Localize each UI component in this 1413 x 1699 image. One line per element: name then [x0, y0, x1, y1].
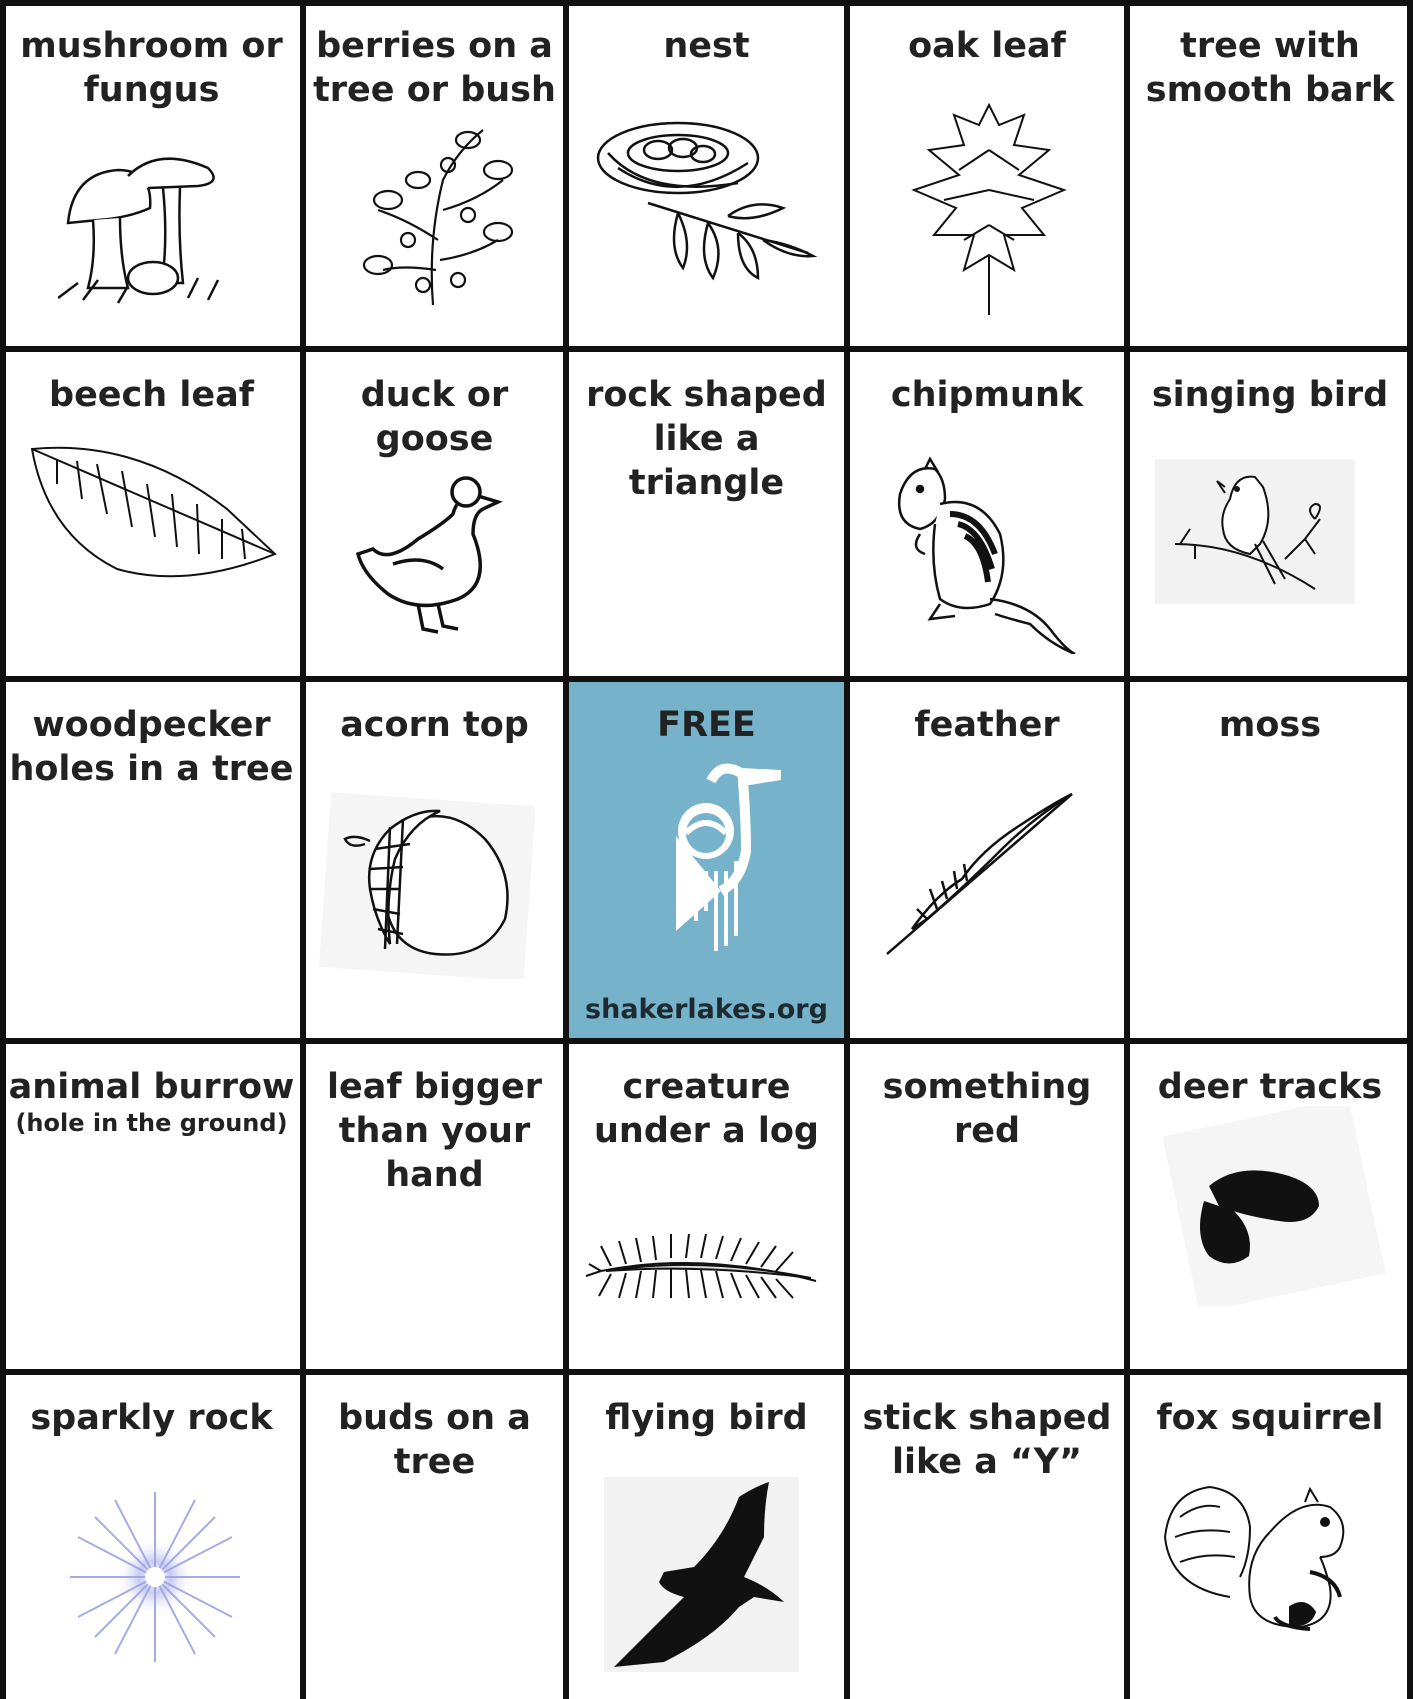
grid-line-horizontal	[0, 346, 1413, 352]
bingo-cell	[847, 1041, 1127, 1372]
bingo-cell	[847, 679, 1127, 1041]
cell-title-line: fox squirrel	[1156, 1398, 1384, 1438]
cell-title-line: moss	[1218, 705, 1322, 745]
cell-title-line: mushroom or	[20, 26, 283, 66]
heron-logo-icon	[651, 761, 781, 965]
centipede-icon	[581, 1226, 821, 1310]
cell-title	[303, 1396, 566, 1484]
cell-title-line: nest	[663, 26, 750, 66]
cell-title	[566, 373, 847, 505]
cell-title-line: beech leaf	[49, 375, 254, 415]
acorn-icon	[315, 789, 535, 983]
feather-icon	[882, 789, 1082, 963]
cell-title-line: woodpecker	[32, 705, 271, 745]
cell-title	[303, 703, 566, 747]
grid-line-horizontal	[0, 1369, 1413, 1375]
cell-title	[1127, 24, 1413, 112]
bingo-cell	[1127, 1041, 1413, 1372]
bingo-cell	[303, 1372, 566, 1699]
cell-title	[847, 1065, 1127, 1153]
bingo-cell	[566, 679, 847, 1041]
grid-line-horizontal	[0, 1038, 1413, 1044]
website-url: shakerlakes.org	[585, 994, 828, 1025]
cell-title-line: under a log	[594, 1111, 819, 1151]
cell-title	[1127, 1065, 1413, 1109]
cell-title-line: oak leaf	[908, 26, 1066, 66]
sparkle-icon	[70, 1492, 240, 1666]
cell-title-line: tree with	[1180, 26, 1360, 66]
cell-title	[303, 1065, 566, 1197]
cell-title-line: stick shaped	[862, 1398, 1112, 1438]
bingo-cell	[847, 349, 1127, 679]
bingo-cell	[847, 0, 1127, 349]
cell-title	[566, 703, 847, 747]
cell-title	[566, 1065, 847, 1153]
cell-title-line: animal burrow	[8, 1067, 295, 1107]
bingo-cell	[303, 679, 566, 1041]
cell-title-line: like a triangle	[628, 419, 785, 503]
cell-title	[0, 1396, 303, 1440]
cell-title	[847, 1396, 1127, 1484]
grid-line-vertical	[563, 0, 569, 1699]
cell-title-line: chipmunk	[890, 375, 1084, 415]
bingo-cell	[0, 349, 303, 679]
cell-title-line: than your	[338, 1111, 531, 1151]
cell-title	[847, 703, 1127, 747]
grid-line-horizontal	[0, 676, 1413, 682]
bingo-cell	[0, 1372, 303, 1699]
cell-title-line: fungus	[83, 70, 220, 110]
bingo-cell	[1127, 1372, 1413, 1699]
cell-title	[0, 1065, 303, 1137]
cell-title-line: flying bird	[605, 1398, 808, 1438]
cell-title-line: like a “Y”	[891, 1442, 1083, 1482]
cell-title	[566, 24, 847, 68]
singing-bird-icon	[1155, 459, 1355, 608]
cell-title-line: duck or goose	[360, 375, 509, 459]
bingo-cell	[1127, 679, 1413, 1041]
duck-icon	[348, 454, 508, 638]
grid-line-vertical	[1407, 0, 1413, 1699]
cell-title-line: creature	[622, 1067, 791, 1107]
beech-leaf-icon	[27, 439, 277, 593]
flying-bird-icon	[604, 1477, 799, 1676]
cell-title-line: berries on a	[316, 26, 553, 66]
nest-icon	[588, 108, 818, 292]
cell-title	[847, 373, 1127, 417]
bingo-cell	[0, 0, 303, 349]
cell-title-line: deer tracks	[1157, 1067, 1383, 1107]
bingo-cell	[303, 0, 566, 349]
cell-title	[1127, 1396, 1413, 1440]
mushroom-icon	[58, 148, 228, 312]
grid-line-vertical	[300, 0, 306, 1699]
cell-title	[0, 703, 303, 791]
cell-title-line: tree or bush	[313, 70, 556, 110]
bingo-cell	[0, 1041, 303, 1372]
bingo-cell	[0, 679, 303, 1041]
deer-tracks-icon	[1149, 1106, 1389, 1310]
cell-title-line: leaf bigger	[327, 1067, 542, 1107]
grid-line-vertical	[0, 0, 6, 1699]
bingo-cell	[566, 0, 847, 349]
cell-title-line: holes in a tree	[9, 749, 294, 789]
chipmunk-icon	[880, 454, 1080, 658]
cell-title	[0, 24, 303, 112]
cell-subtitle: (hole in the ground)	[15, 1109, 288, 1137]
oak-leaf-icon	[904, 90, 1074, 324]
cell-title-line: buds on a tree	[338, 1398, 531, 1482]
cell-title-line: feather	[914, 705, 1060, 745]
bingo-cell	[303, 349, 566, 679]
bingo-cell	[566, 1372, 847, 1699]
cell-title	[303, 24, 566, 112]
squirrel-icon	[1160, 1477, 1370, 1641]
bingo-cell	[847, 1372, 1127, 1699]
bingo-cell	[1127, 0, 1413, 349]
cell-title	[847, 24, 1127, 68]
bingo-cell	[566, 349, 847, 679]
berries-icon	[348, 120, 518, 314]
cell-title-line: smooth bark	[1145, 70, 1395, 110]
cell-title	[0, 373, 303, 417]
cell-title	[1127, 703, 1413, 747]
cell-title	[1127, 373, 1413, 417]
cell-title-line: sparkly rock	[30, 1398, 273, 1438]
cell-title-line: acorn top	[340, 705, 529, 745]
cell-title-line: singing bird	[1151, 375, 1389, 415]
cell-title-line: hand	[385, 1155, 484, 1195]
grid-line-vertical	[844, 0, 850, 1699]
grid-line-horizontal	[0, 0, 1413, 6]
cell-title-line: something red	[882, 1067, 1092, 1151]
cell-title	[303, 373, 566, 461]
bingo-cell	[566, 1041, 847, 1372]
bingo-cell	[303, 1041, 566, 1372]
grid-line-vertical	[1124, 0, 1130, 1699]
bingo-cell	[1127, 349, 1413, 679]
cell-title-line: rock shaped	[586, 375, 827, 415]
cell-title	[566, 1396, 847, 1440]
cell-title-line: FREE	[657, 705, 756, 745]
